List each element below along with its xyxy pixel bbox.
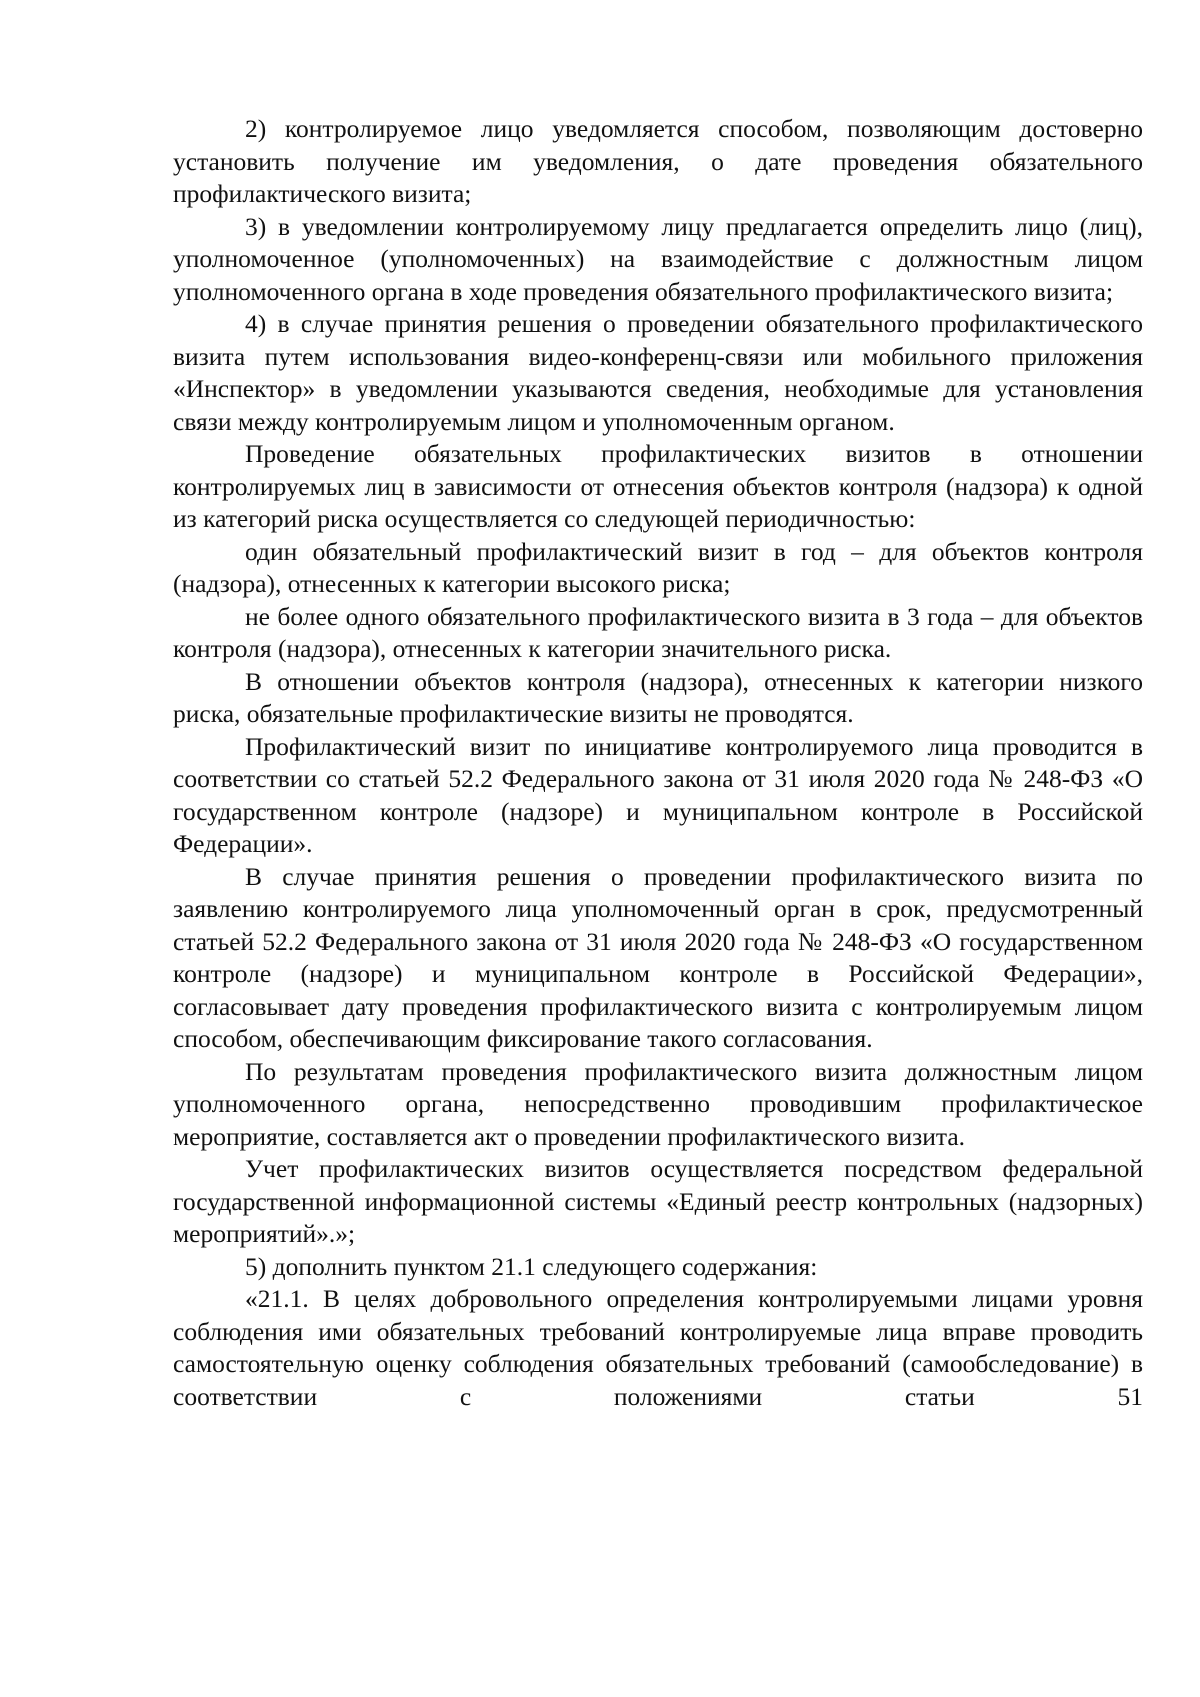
paragraph-low-risk: В отношении объектов контроля (надзора), отнесенных к категории низкого риска, обязательные профилактические визиты не проводятся. bbox=[173, 666, 1143, 728]
paragraph-clause-21-1: «21.1. В целях добровольного определения контролируемыми лицами уровня соблюдения ими обязательных требований контролируемые лица вправе проводить самостоятельную оценку соблюдения обязательных требований (самообследование) в соответствии с положениями статьи 51 bbox=[173, 1284, 1143, 1411]
paragraph-high-risk: один обязательный профилактический визит в год – для объектов контроля (надзора), отнесенных к категории высокого риска; bbox=[173, 536, 1143, 598]
paragraph-item-3: 3) в уведомлении контролируемому лицу предлагается определить лицо (лиц), уполномоченное (уполномоченных) на взаимодействие с должностным лицом уполномоченного органа в ходе проведения обязательного профилактического визита; bbox=[173, 211, 1143, 306]
paragraph-initiative-visit: Профилактический визит по инициативе контролируемого лица проводится в соответствии со статьей 52.2 Федерального закона от 31 июля 2020 года № 248-ФЗ «О государственном контроле (надзоре) и муниципальном контроле в Российской Федерации». bbox=[173, 731, 1143, 858]
document-body bbox=[173, 113, 1143, 1413]
paragraph-significant-risk: не более одного обязательного профилактического визита в 3 года – для объектов контроля (надзора), отнесенных к категории значительного риска. bbox=[173, 601, 1143, 663]
paragraph-item-5: 5) дополнить пунктом 21.1 следующего содержания: bbox=[245, 1251, 818, 1281]
paragraph-item-2: 2) контролируемое лицо уведомляется способом, позволяющим достоверно установить получение им уведомления, о дате проведения обязательного профилактического визита; bbox=[173, 114, 1143, 208]
paragraph-visit-registry: Учет профилактических визитов осуществляется посредством федеральной государственной информационной системы «Единый реестр контрольных (надзорных) мероприятий».»; bbox=[173, 1154, 1143, 1248]
paragraph-item-4: 4) в случае принятия решения о проведении обязательного профилактического визита путем использования видео-конференц-связи или мобильного приложения «Инспектор» в уведомлении указываются сведения, необходимые для установления связи между контролируемым лицом и уполномоченным органом. bbox=[173, 309, 1143, 436]
paragraph-visit-act: По результатам проведения профилактического визита должностным лицом уполномоченного органа, непосредственно проводившим профилактическое мероприятие, составляется акт о проведении профилактического визита. bbox=[173, 1056, 1143, 1151]
paragraph-visit-frequency: Проведение обязательных профилактических визитов в отношении контролируемых лиц в зависимости от отнесения объектов контроля (надзора) к одной из категорий риска осуществляется со следующей периодичностью: bbox=[173, 439, 1143, 533]
paragraph-visit-agreement: В случае принятия решения о проведении профилактического визита по заявлению контролируемого лица уполномоченный орган в срок, предусмотренный статьей 52.2 Федерального закона от 31 июля 2020 года № 248-ФЗ «О государственном контроле (надзоре) и муниципальном контроле в Российской Федерации», согласовывает дату проведения профилактического визита с контролируемым лицом способом, обеспечивающим фиксирование такого согласования. bbox=[173, 861, 1143, 1053]
